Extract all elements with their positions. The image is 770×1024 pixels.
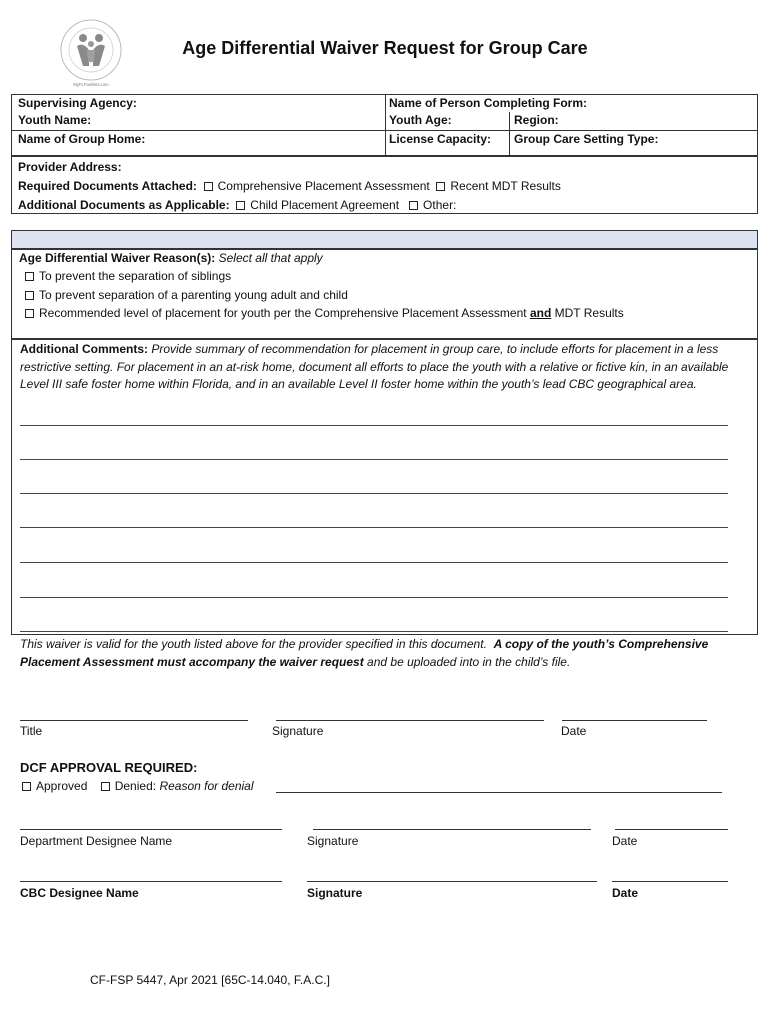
denied-checkbox[interactable] bbox=[101, 782, 110, 791]
supervising-agency-label: Supervising Agency: bbox=[18, 96, 137, 110]
section-header-bar bbox=[11, 230, 758, 249]
additional-doc-2-checkbox[interactable] bbox=[409, 201, 418, 210]
group-home-label: Name of Group Home: bbox=[18, 132, 146, 146]
comment-line-2[interactable] bbox=[20, 459, 728, 460]
person-completing-label: Name of Person Completing Form: bbox=[389, 96, 588, 110]
required-doc-1-checkbox[interactable] bbox=[204, 182, 213, 191]
required-docs-row: Required Documents Attached: Comprehensive Placement Assessment Recent MDT Results bbox=[18, 179, 561, 193]
date-label: Date bbox=[561, 724, 587, 738]
dept-designee-line[interactable] bbox=[20, 829, 282, 830]
reason-1-checkbox[interactable] bbox=[25, 272, 34, 281]
reasons-heading: Age Differential Waiver Reason(s): Select all that apply bbox=[19, 251, 323, 265]
title-line[interactable] bbox=[20, 720, 248, 721]
comment-line-5[interactable] bbox=[20, 562, 728, 563]
svg-text:MyFLFamilies.com: MyFLFamilies.com bbox=[73, 82, 109, 87]
dept-signature-label: Signature bbox=[307, 834, 359, 848]
reason-3-checkbox[interactable] bbox=[25, 309, 34, 318]
comment-line-4[interactable] bbox=[20, 527, 728, 528]
cbc-date-label: Date bbox=[612, 886, 639, 900]
signature-label: Signature bbox=[272, 724, 324, 738]
cbc-date-line[interactable] bbox=[612, 881, 728, 882]
approval-options: Approved Denied: Reason for denial bbox=[22, 779, 254, 793]
validity-statement: This waiver is valid for the youth listed above for the provider specified in this document. A copy of the youth’s Comprehensive Placement Assessment must accompany the waiver request and be uploaded into in the child’s file. bbox=[20, 637, 709, 669]
reason-option-2: To prevent separation of a parenting young adult and child bbox=[25, 288, 348, 303]
approval-heading: DCF APPROVAL REQUIRED: bbox=[20, 760, 198, 775]
denial-reason-line[interactable] bbox=[276, 792, 722, 793]
reason-option-1: To prevent the separation of siblings bbox=[25, 269, 231, 284]
comment-line-3[interactable] bbox=[20, 493, 728, 494]
dept-date-label: Date bbox=[612, 834, 638, 848]
license-capacity-label: License Capacity: bbox=[389, 132, 492, 146]
additional-doc-1-checkbox[interactable] bbox=[236, 201, 245, 210]
reason-2-checkbox[interactable] bbox=[25, 291, 34, 300]
cbc-signature-line[interactable] bbox=[307, 881, 597, 882]
youth-age-label: Youth Age: bbox=[389, 113, 452, 127]
additional-docs-row: Additional Documents as Applicable: Child Placement Agreement Other: bbox=[18, 198, 457, 212]
signature-line[interactable] bbox=[276, 720, 544, 721]
cbc-signature-label: Signature bbox=[307, 886, 363, 900]
title-label: Title bbox=[20, 724, 43, 738]
comment-line-7[interactable] bbox=[20, 631, 728, 632]
comment-line-1[interactable] bbox=[20, 425, 728, 426]
dept-designee-label: Department Designee Name bbox=[20, 834, 173, 848]
approved-checkbox[interactable] bbox=[22, 782, 31, 791]
comment-line-6[interactable] bbox=[20, 597, 728, 598]
dept-signature-line[interactable] bbox=[313, 829, 591, 830]
date-line[interactable] bbox=[562, 720, 707, 721]
required-doc-2-checkbox[interactable] bbox=[436, 182, 445, 191]
cbc-designee-line[interactable] bbox=[20, 881, 282, 882]
form-id-footer: CF-FSP 5447, Apr 2021 [65C-14.040, F.A.C.] bbox=[90, 973, 330, 987]
dept-date-line[interactable] bbox=[615, 829, 728, 830]
comments-instructions: Additional Comments: Provide summary of recommendation for placement in group care, to include efforts for placement in a less restrictive setting. For placement in an at-risk home, document all efforts to place the youth with a relative or fictive kin, in an available Level III safe foster home within Florida, and in an available Level II foster home within the youth’s lead CBC geographical area. bbox=[20, 342, 729, 391]
setting-type-label: Group Care Setting Type: bbox=[514, 132, 659, 146]
reason-option-3: Recommended level of placement for youth per the Comprehensive Placement Assessment and MDT Results bbox=[25, 306, 624, 321]
provider-address-label: Provider Address: bbox=[18, 160, 122, 174]
region-label: Region: bbox=[514, 113, 559, 127]
form-title: Age Differential Waiver Request for Group Care bbox=[182, 38, 588, 58]
cbc-designee-label: CBC Designee Name bbox=[20, 886, 139, 900]
youth-name-label: Youth Name: bbox=[18, 113, 92, 127]
